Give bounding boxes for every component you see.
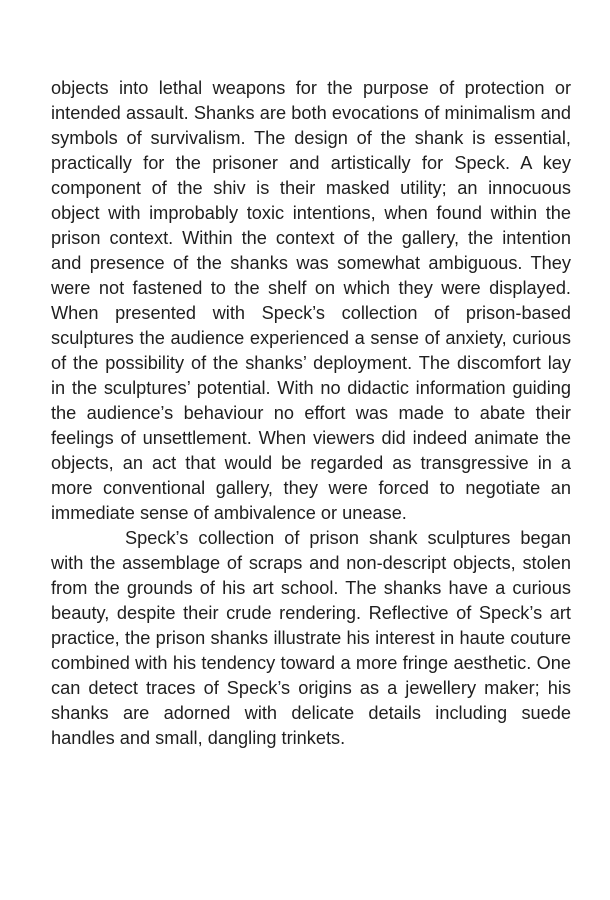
paragraph-1: objects into lethal weapons for the purpose of protection or intended assault. Shanks are both evocations of minimalism and symbols of survivalism. The design of the shank is essential, practically for the prisoner and artistically for Speck. A key component of the shiv is their masked utility; an innocuous object with improbably toxic intentions, when found within the prison context. Within the context of the gallery, the intention and presence of the shanks was somewhat ambiguous. They were not fastened to the shelf on which they were displayed. When presented with Speck’s collection of prison-based sculptures the audience experienced a sense of anxiety, curious of the possibility of the shanks’ deployment. The discomfort lay in the sculptures’ potential. With no didactic information guiding the audience’s behaviour no effort was made to abate their feelings of unsettlement. When viewers did indeed animate the objects, an act that would be regarded as transgressive in a more conventional gallery, they were forced to negotiate an immediate sense of ambivalence or unease. — [51, 78, 571, 523]
document-body — [51, 76, 571, 751]
paragraph-2: Speck’s collection of prison shank sculptures began with the assemblage of scraps and non-descript objects, stolen from the grounds of his art school. The shanks have a curious beauty, despite their crude rendering. Reflective of Speck’s art practice, the prison shanks illustrate his interest in haute couture combined with his tendency toward a more fringe aesthetic. One can detect traces of Speck’s origins as a jewellery maker; his shanks are adorned with delicate details including suede handles and small, dangling trinkets. — [51, 528, 571, 748]
